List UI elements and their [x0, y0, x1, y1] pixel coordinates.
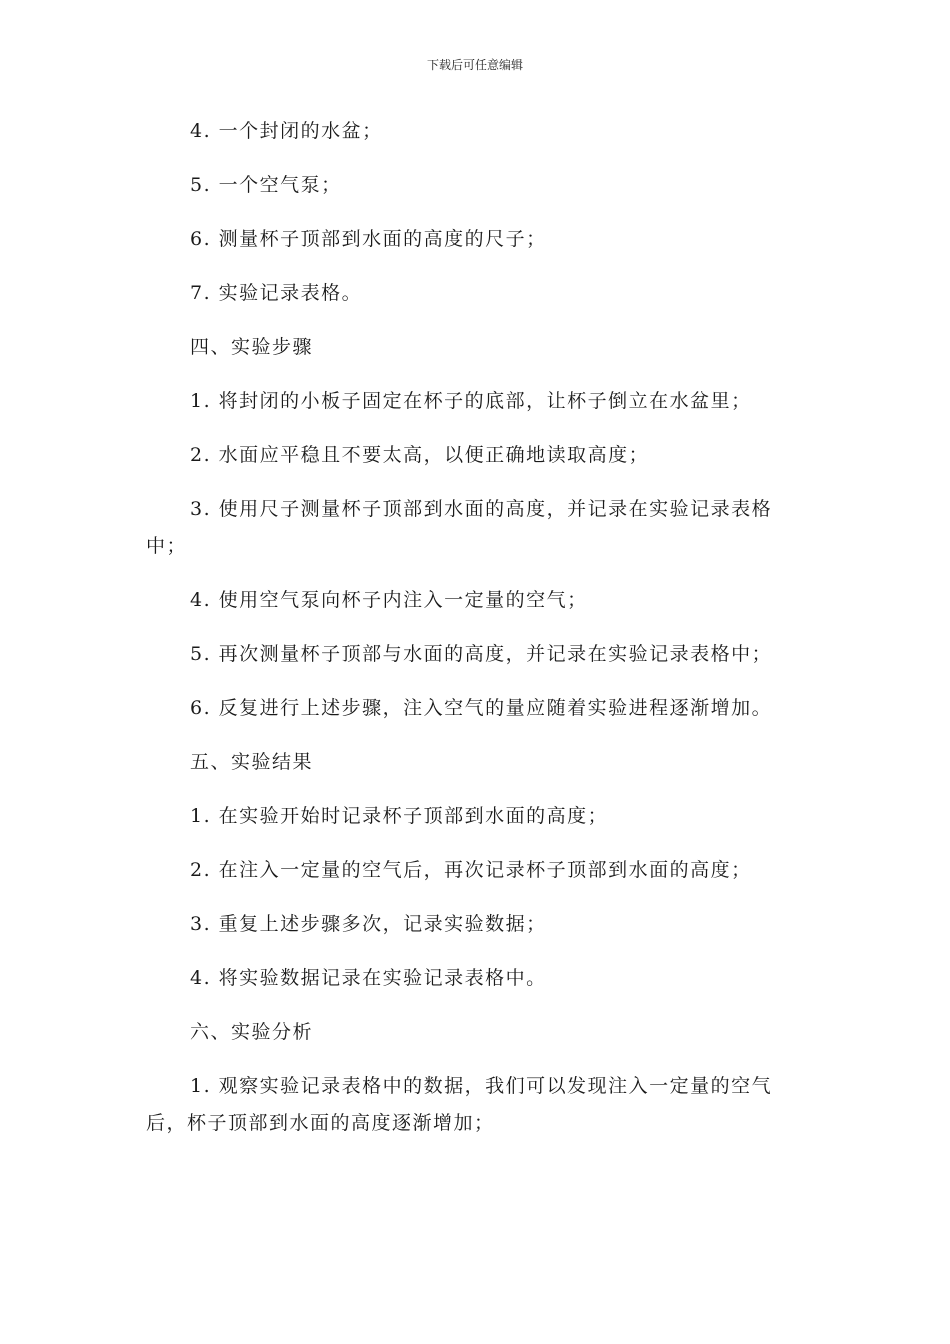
- list-item-step-4: 4. 使用空气泵向杯子内注入一定量的空气；: [190, 589, 588, 611]
- list-item-result-3: 3. 重复上述步骤多次，记录实验数据；: [190, 913, 547, 935]
- list-item-materials-4: 4. 一个封闭的水盆；: [190, 120, 383, 142]
- list-item-result-4: 4. 将实验数据记录在实验记录表格中。: [190, 967, 547, 989]
- section-heading-results: 五、实验结果: [190, 751, 314, 773]
- section-heading-steps: 四、实验步骤: [190, 336, 314, 358]
- document-body: [146, 113, 806, 1159]
- list-item-result-1: 1. 在实验开始时记录杯子顶部到水面的高度；: [190, 805, 609, 827]
- list-item-step-2: 2. 水面应平稳且不要太高，以便正确地读取高度；: [190, 444, 650, 466]
- list-item-result-2: 2. 在注入一定量的空气后，再次记录杯子顶部到水面的高度；: [190, 859, 752, 881]
- list-item-materials-5: 5. 一个空气泵；: [190, 174, 342, 196]
- section-heading-analysis: 六、实验分析: [190, 1021, 314, 1043]
- list-item-step-6: 6. 反复进行上述步骤，注入空气的量应随着实验进程逐渐增加。: [190, 697, 773, 719]
- list-item-analysis-1: 1. 观察实验记录表格中的数据，我们可以发现注入一定量的空气后，杯子顶部到水面的高度逐渐增加；: [146, 1075, 773, 1134]
- list-item-materials-6: 6. 测量杯子顶部到水面的高度的尺子；: [190, 228, 547, 250]
- list-item-step-3: 3. 使用尺子测量杯子顶部到水面的高度，并记录在实验记录表格中；: [146, 498, 773, 557]
- page-header-note: 下载后可任意编辑: [426, 58, 523, 72]
- list-item-step-1: 1. 将封闭的小板子固定在杯子的底部，让杯子倒立在水盆里；: [190, 390, 752, 412]
- list-item-materials-7: 7. 实验记录表格。: [190, 282, 363, 304]
- list-item-step-5: 5. 再次测量杯子顶部与水面的高度，并记录在实验记录表格中；: [190, 643, 773, 665]
